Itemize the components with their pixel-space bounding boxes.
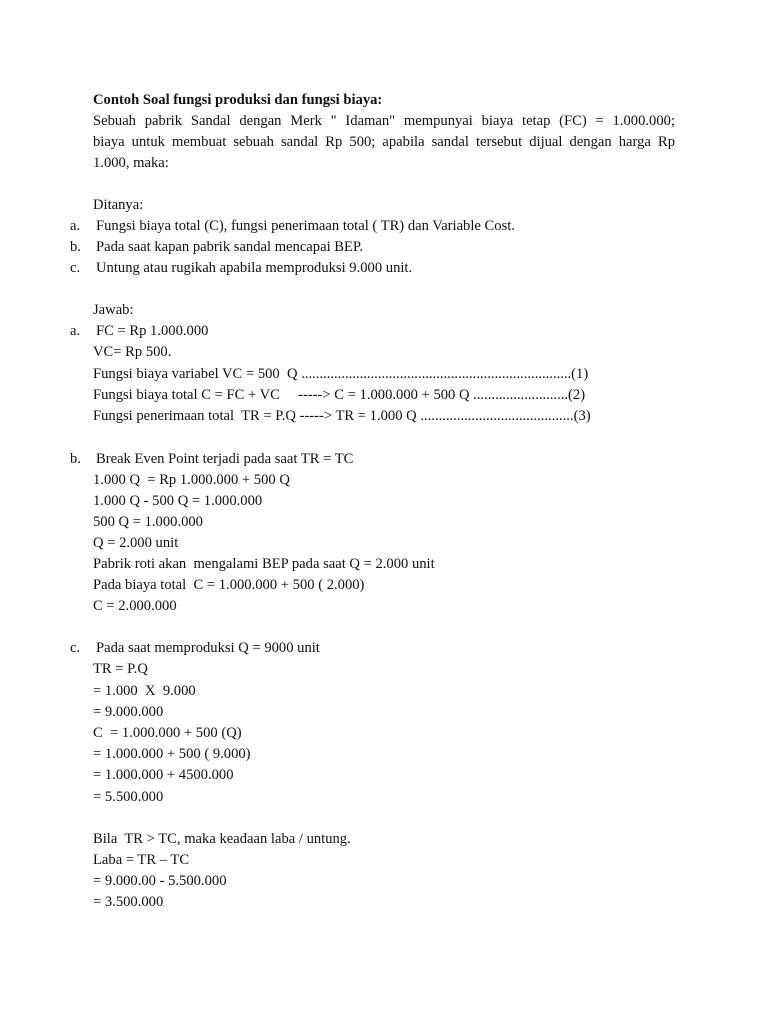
answer-line: FC = Rp 1.000.000: [96, 323, 209, 339]
answer-line: Fungsi biaya total C = FC + VC -----> C = 1.000.000 + 500 Q ..........................(2): [93, 387, 586, 403]
answer-line: Bila TR > TC, maka keadaan laba / untung.: [93, 831, 351, 847]
answer-line: = 1.000.000 + 500 ( 9.000): [93, 746, 251, 762]
question-item: Pada saat kapan pabrik sandal mencapai BEP.: [96, 239, 364, 255]
question-heading: Ditanya:: [93, 197, 144, 213]
answer-line: = 1.000 X 9.000: [93, 683, 196, 699]
list-label: b.: [70, 451, 81, 467]
answer-line: = 9.000.00 - 5.500.000: [93, 873, 227, 889]
answer-heading: Jawab:: [93, 302, 134, 318]
doc-title: Contoh Soal fungsi produksi dan fungsi biaya:: [93, 92, 383, 108]
answer-line: Pada saat memproduksi Q = 9000 unit: [96, 640, 320, 656]
answer-line: = 3.500.000: [93, 894, 164, 910]
answer-line: = 1.000.000 + 4500.000: [93, 767, 234, 783]
answer-line: TR = P.Q: [93, 661, 148, 677]
list-label: b.: [70, 239, 81, 255]
answer-line: = 9.000.000: [93, 704, 164, 720]
list-label: a.: [70, 218, 81, 234]
list-label: a.: [70, 323, 81, 339]
answer-line: 1.000 Q - 500 Q = 1.000.000: [93, 493, 263, 509]
answer-line: C = 1.000.000 + 500 (Q): [93, 725, 242, 741]
question-item: Untung atau rugikah apabila memproduksi 9.000 unit.: [96, 260, 413, 276]
problem-line: Sebuah pabrik Sandal dengan Merk " Idaman" mempunyai biaya tetap (FC) = 1.000.000;: [93, 113, 675, 129]
list-label: c.: [70, 640, 81, 656]
answer-line: Fungsi biaya variabel VC = 500 Q ..........................................................................(1): [93, 366, 589, 382]
answer-line: C = 2.000.000: [93, 598, 177, 614]
list-label: c.: [70, 260, 81, 276]
answer-line: Break Even Point terjadi pada saat TR = TC: [96, 451, 354, 467]
answer-line: = 5.500.000: [93, 789, 164, 805]
answer-line: 1.000 Q = Rp 1.000.000 + 500 Q: [93, 472, 290, 488]
answer-line: Laba = TR – TC: [93, 852, 190, 868]
answer-line: Pabrik roti akan mengalami BEP pada saat Q = 2.000 unit: [93, 556, 435, 572]
question-item: Fungsi biaya total (C), fungsi penerimaan total ( TR) dan Variable Cost.: [96, 218, 515, 234]
answer-line: 500 Q = 1.000.000: [93, 514, 203, 530]
problem-line: 1.000, maka:: [93, 155, 169, 171]
answer-line: Pada biaya total C = 1.000.000 + 500 ( 2.000): [93, 577, 365, 593]
problem-line: biaya untuk membuat sebuah sandal Rp 500; apabila sandal tersebut dijual dengan harga Rp: [93, 134, 675, 150]
answer-line: Q = 2.000 unit: [93, 535, 179, 551]
answer-line: Fungsi penerimaan total TR = P.Q -----> TR = 1.000 Q ..........................................(3): [93, 408, 591, 424]
answer-line: VC= Rp 500.: [93, 344, 172, 360]
